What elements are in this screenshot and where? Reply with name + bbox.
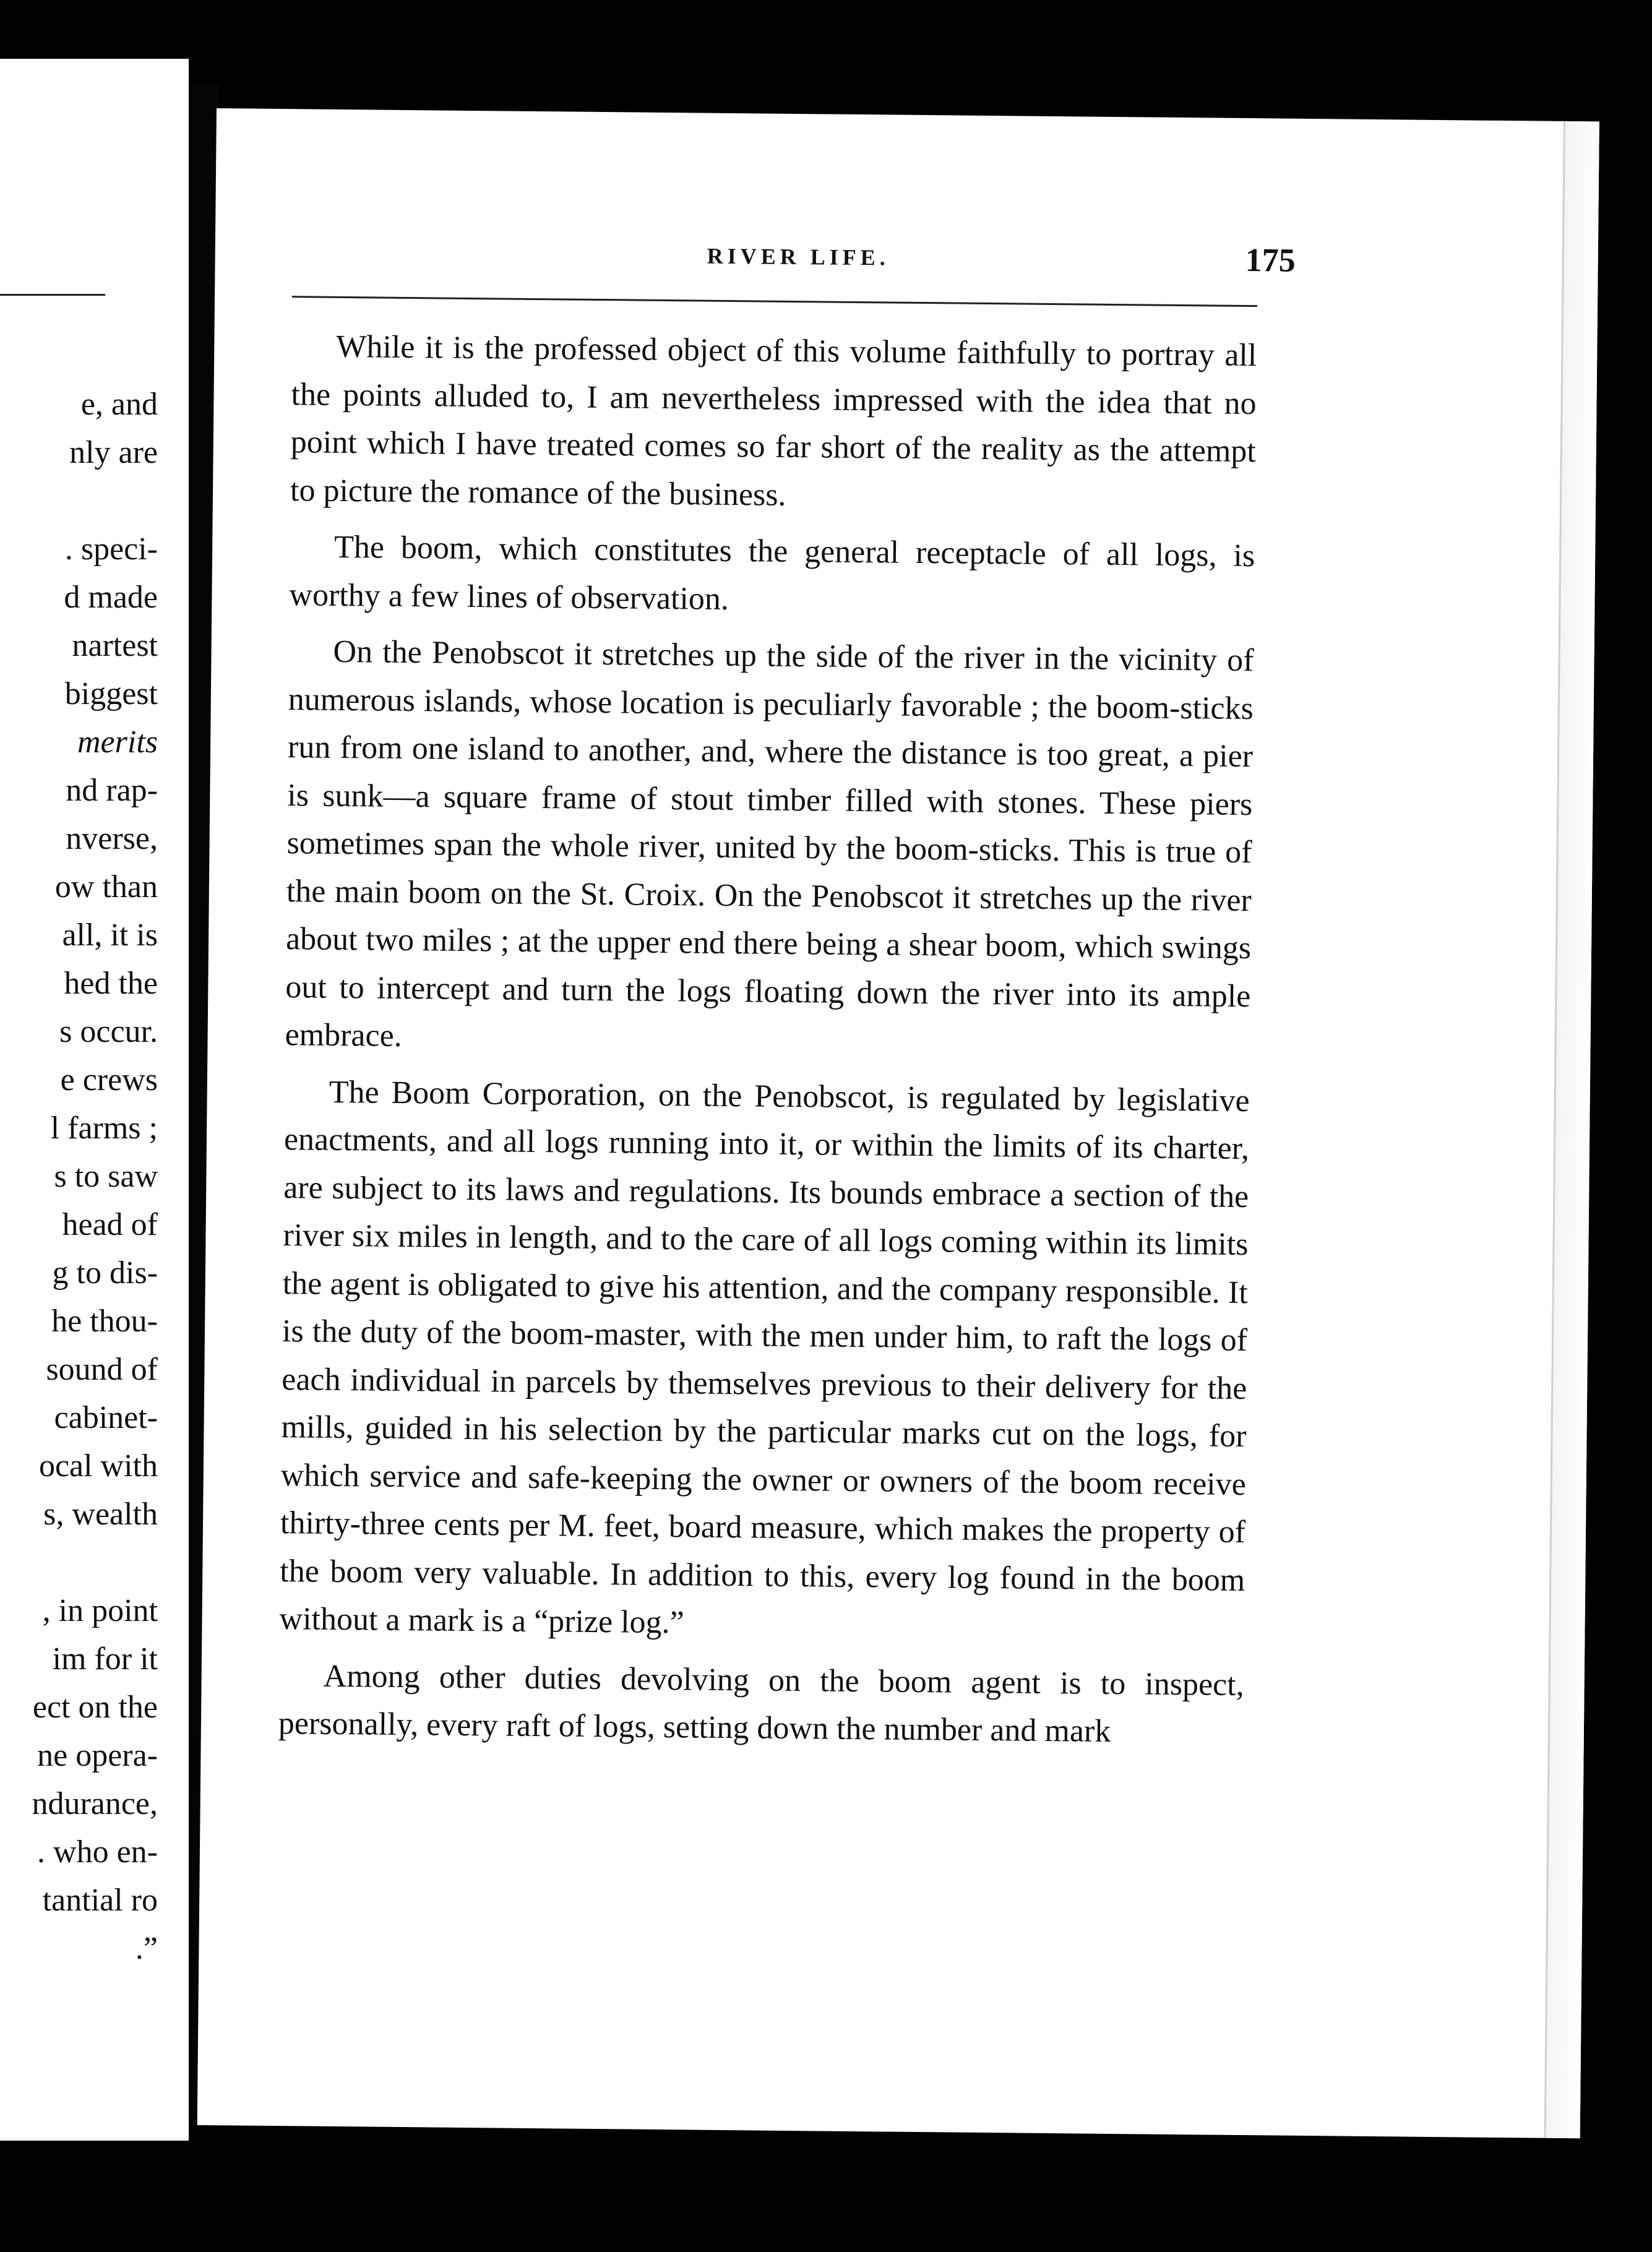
left-line: l farms ;: [50, 1111, 158, 1146]
left-line: sound of: [46, 1352, 158, 1387]
paragraph: Among other duties devolving on the boom agent is to inspect, personally, every raft of logs, setting down the number and mark: [278, 1658, 1244, 1749]
left-line: e, and: [80, 387, 158, 422]
right-page: [197, 108, 1599, 2138]
left-line: nverse,: [66, 821, 158, 856]
paragraph: On the Penobscot it stretches up the side of the river in the vicinity of numerous islands, whose location is peculiarly favorable ; the boom-sticks run from one island to another, and, where the distance is too great, a pier is sunk—a square frame of stout timber filled with stones. These piers sometimes span the whole river, united by the boom-sticks. This is true of the main boom on the St. Croix. On the Penobscot it stretches up the river about two miles ; at the upper end there being a shear boom, which swings out to intercept and turn the logs floating down the river into its ample embrace.: [285, 634, 1254, 1054]
left-line: .”: [135, 1931, 158, 1966]
left-facing-page: [0, 59, 189, 2141]
left-line: nartest: [72, 628, 158, 663]
left-line: nd rap-: [66, 773, 158, 808]
left-line: im for it: [52, 1641, 158, 1677]
paragraph: The boom, which constitutes the general receptacle of all logs, is worthy a few lines of observation.: [289, 529, 1255, 617]
left-line: ne opera-: [37, 1738, 158, 1773]
left-line: [32, 1539, 158, 1587]
left-line: ocal with: [38, 1448, 158, 1484]
left-line: hed the: [64, 966, 158, 1001]
left-line: merits: [77, 724, 158, 760]
left-line: s occur.: [59, 1014, 158, 1049]
left-line: cabinet-: [54, 1400, 158, 1435]
left-line: head of: [62, 1207, 158, 1242]
left-line: ndurance,: [32, 1786, 158, 1821]
left-line: s to saw: [54, 1159, 158, 1194]
left-page-text: [32, 380, 158, 1973]
page-number: 175: [1245, 241, 1296, 279]
left-line: d made: [64, 580, 158, 615]
left-line: he thou-: [51, 1304, 158, 1339]
page-edge: [1544, 121, 1599, 2138]
left-line: s, wealth: [43, 1497, 158, 1532]
left-line: [32, 477, 158, 525]
left-line: all, it is: [62, 918, 158, 953]
left-line: e crews: [60, 1062, 158, 1098]
left-page-rule: [0, 294, 105, 296]
paragraph: While it is the professed object of this volume faithfully to portray all the points alluded to, I am nevertheless impressed with the idea that no point which I have treated comes so far short of the reality as the attempt to picture the romance of the business.: [290, 329, 1257, 513]
left-line: ow than: [54, 869, 158, 905]
left-line: ect on the: [32, 1690, 158, 1725]
left-line: nly are: [69, 435, 158, 470]
left-line: . speci-: [64, 531, 158, 567]
body-text: [278, 322, 1257, 1765]
left-line: . who en-: [37, 1834, 158, 1870]
left-line: tantial ro: [42, 1883, 158, 1918]
left-line: g to dis-: [52, 1255, 158, 1291]
left-line: , in point: [42, 1593, 158, 1628]
paragraph: The Boom Corporation, on the Penobscot, is regulated by legislative enactments, and all logs running into it, or within the limits of its charter, are subject to its laws and regulations. Its bounds embrace a section of the river six miles in length, and to the care of all logs coming within its limits the agent is obligated to give his attention, and the company responsible. It is the duty of the boom-master, with the men under him, to raft the logs of each individual in parcels by themselves previous to their delivery for the mills, guided in his selection by the particular marks cut on the logs, for which service and safe-keeping the owner or owners of the boom receive thirty-three cents per M. feet, board measure, which makes the property of the boom very valuable. In addition to this, every log found in the boom without a mark is a “prize log.”: [279, 1074, 1250, 1641]
running-head: RIVER LIFE.: [707, 243, 890, 270]
left-line: biggest: [64, 676, 158, 711]
